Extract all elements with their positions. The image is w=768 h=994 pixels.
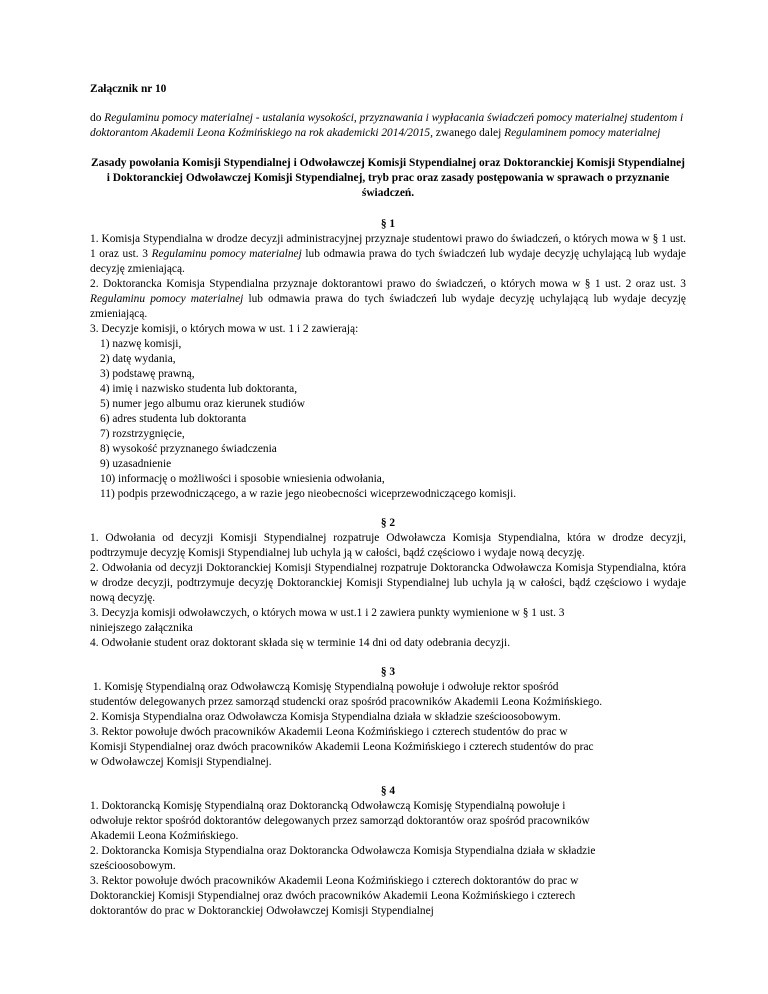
document-page — [90, 82, 686, 933]
text-run: 2. Doktorancka Komisja Stypendialna przyznaje doktorantowi prawo do świadczeń, o których mowa w § 1 ust. 2 oraz ust. 3 — [90, 278, 686, 290]
paragraph-line: 2. Komisja Stypendialna oraz Odwoławcza Komisja Stypendialna działa w składzie sześcioosobowym. — [90, 711, 561, 723]
paragraph-line: sześcioosobowym. — [90, 860, 176, 872]
paragraph — [90, 232, 686, 277]
paragraph: 2. Odwołania od decyzji Doktoranckiej Komisji Stypendialnej rozpatruje Doktorancka Odwoławcza Komisja Stypendialna, która w drodze decyzji, podtrzymuje decyzję Doktoranckiej Komisji Stypendialnej lub uchyla ją w całości, bądź częściowo i wydaje nową decyzję. — [90, 562, 686, 604]
paragraph-line: 1. Komisję Stypendialną oraz Odwoławczą Komisję Stypendialną powołuje i odwołuje rektor spośród — [90, 681, 559, 693]
intro-mid: zwanego dalej — [432, 127, 505, 139]
text-run: lub odmawia prawa do tych świadczeń lub wydaje decyzję uchylającą lub wydaje decyzję zmieniającą. — [90, 293, 686, 320]
regulation-title: Regulaminu pomocy materialnej - ustalania wysokości, przyznawania i wypłacania świadczeń pomocy materialnej studentom i doktorantom Akademii Leona Koźmińskiego na rok akademicki 2014/2015, — [90, 112, 684, 139]
list-item: 6) adres studenta lub doktoranta — [100, 413, 247, 425]
document-heading: Zasady powołania Komisji Stypendialnej i Odwoławczej Komisji Stypendialnej oraz Doktoranckiej Komisji Stypendialnej i Doktoranckiej Odwoławczej Komisji Stypendialnej, tryb prac oraz zasady postępowania w sprawach o przyznanie świadczeń. — [91, 157, 685, 199]
paragraph-line: 3. Rektor powołuje dwóch pracowników Akademii Leona Koźmińskiego i czterech doktorantów do prac w — [90, 875, 579, 887]
intro-pre: do — [90, 112, 105, 124]
list-item: 10) informację o możliwości i sposobie wniesienia odwołania, — [100, 473, 385, 485]
text-run: 1. Komisja Stypendialna w drodze decyzji administracyjnej przyznaje studentowi prawo do świadczeń, o których mowa w § 1 ust. 1 oraz ust. 3 — [90, 233, 686, 260]
paragraph-line: Komisji Stypendialnej oraz dwóch pracowników Akademii Leona Koźmińskiego i czterech studentów do prac — [90, 741, 594, 753]
annex-title: Załącznik nr 10 — [90, 83, 167, 95]
decision-contents-list — [90, 337, 686, 502]
list-item: 3) podstawę prawną, — [100, 368, 195, 380]
paragraph-line: Akademii Leona Koźmińskiego. — [90, 830, 239, 842]
paragraph-line: odwołuje rektor spośród doktorantów delegowanych przez samorząd doktorantów oraz spośród pracowników — [90, 815, 590, 827]
paragraph-line: doktorantów do prac w Doktoranckiej Odwoławczej Komisji Stypendialnej — [90, 905, 434, 917]
section-mark: § 3 — [380, 666, 396, 678]
paragraph-line: Doktoranckiej Komisji Stypendialnej oraz dwóch pracowników Akademii Leona Koźmińskiego i czterech — [90, 890, 576, 902]
paragraph-line: niniejszego załącznika — [90, 622, 193, 634]
section-1 — [90, 217, 686, 502]
paragraph-line: w Odwoławczej Komisji Stypendialnej. — [90, 756, 272, 768]
list-item: 11) podpis przewodniczącego, a w razie jego nieobecności wiceprzewodniczącego komisji. — [100, 488, 517, 500]
section-mark: § 4 — [380, 785, 396, 797]
section-mark: § 2 — [380, 517, 396, 529]
list-item: 7) rozstrzygnięcie, — [100, 428, 185, 440]
italic-run: Regulaminu pomocy materialnej — [151, 248, 302, 260]
paragraph-line: 1. Doktorancką Komisję Stypendialną oraz Doktorancką Odwoławczą Komisję Stypendialną powołuje i — [90, 800, 566, 812]
regulation-short-name: Regulaminem pomocy materialnej — [504, 127, 661, 139]
list-item: 1) nazwę komisji, — [100, 338, 182, 350]
paragraph: 1. Odwołania od decyzji Komisji Stypendialnej rozpatruje Odwoławcza Komisja Stypendialna, która w drodze decyzji, podtrzymuje decyzję Komisji Stypendialnej lub uchyla ją w całości, bądź częściowo i wydaje nową decyzję. — [90, 532, 686, 559]
paragraph-line: studentów delegowanych przez samorząd studencki oraz spośród pracowników Akademii Leona Koźmińskiego. — [90, 696, 603, 708]
list-item: 4) imię i nazwisko studenta lub doktoranta, — [100, 383, 298, 395]
list-item: 5) numer jego albumu oraz kierunek studiów — [100, 398, 305, 410]
italic-run: Regulaminu pomocy materialnej — [90, 293, 244, 305]
section-3 — [90, 665, 686, 770]
list-item: 8) wysokość przyznanego świadczenia — [100, 443, 277, 455]
list-item: 9) uzasadnienie — [100, 458, 172, 470]
section-4 — [90, 784, 686, 919]
paragraph-line: 3. Rektor powołuje dwóch pracowników Akademii Leona Koźmińskiego i czterech studentów do prac w — [90, 726, 568, 738]
paragraph-line: 2. Doktorancka Komisja Stypendialna oraz Doktorancka Odwoławcza Komisja Stypendialna działa w składzie — [90, 845, 596, 857]
paragraph: 3. Decyzje komisji, o których mowa w ust. 1 i 2 zawierają: — [90, 323, 359, 335]
section-mark: § 1 — [380, 218, 396, 230]
paragraph: 4. Odwołanie student oraz doktorant składa się w terminie 14 dni od daty odebrania decyzji. — [90, 637, 511, 649]
section-2 — [90, 516, 686, 651]
paragraph — [90, 277, 686, 322]
list-item: 2) datę wydania, — [100, 353, 176, 365]
text-run: lub odmawia prawa do tych świadczeń lub wydaje decyzję uchylającą lub wydaje decyzję zmieniającą. — [90, 248, 686, 275]
paragraph-line: 3. Decyzja komisji odwoławczych, o których mowa w ust.1 i 2 zawiera punkty wymienione w § 1 ust. 3 — [90, 607, 565, 619]
intro-paragraph — [90, 111, 686, 141]
